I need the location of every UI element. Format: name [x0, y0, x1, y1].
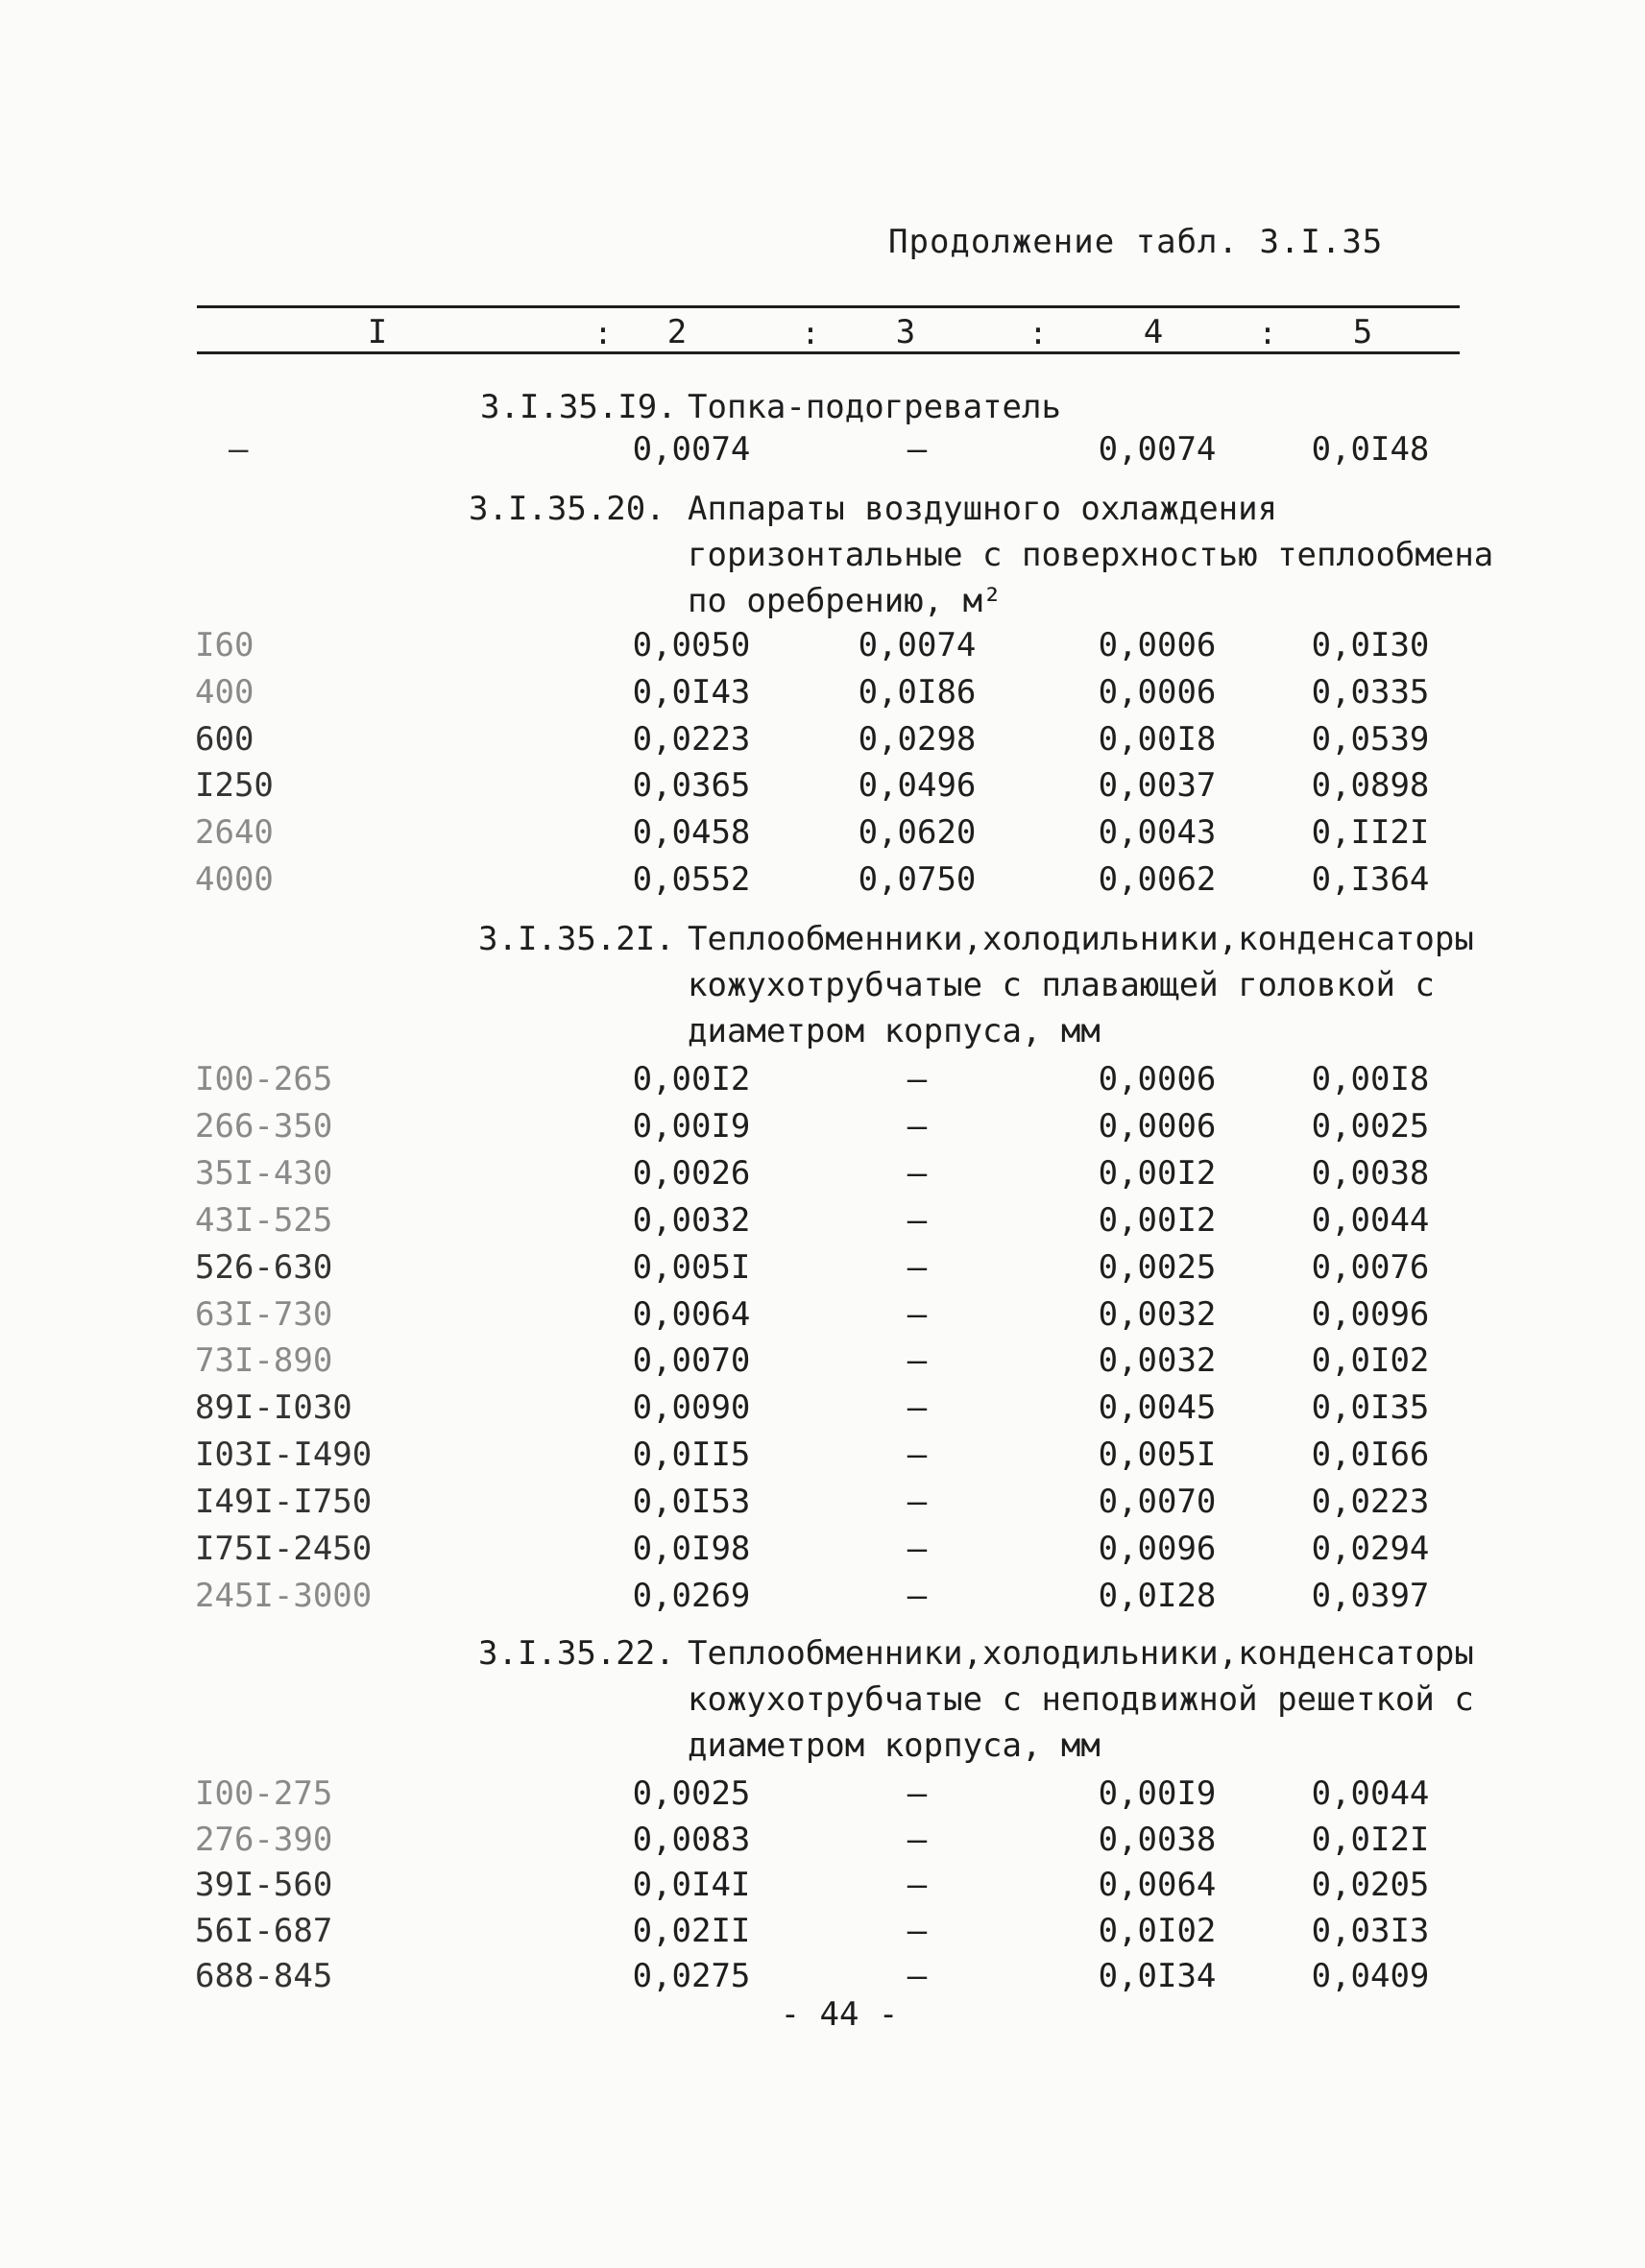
- continuation-title: Продолжение табл. 3.I.35: [888, 223, 1384, 261]
- table-cell-c2: 0,0552: [632, 860, 751, 899]
- row-label: 526-630: [195, 1247, 333, 1287]
- row-label: I00-275: [195, 1774, 333, 1813]
- table-cell-c5: 0,0539: [1311, 719, 1430, 759]
- section-title-line: по оребрению, м²: [688, 582, 1003, 620]
- row-label: 89I-I030: [195, 1388, 352, 1428]
- table-cell-c4: 0,00I9: [1098, 1774, 1217, 1813]
- table-cell-c2: 0,0I4I: [632, 1866, 751, 1905]
- table-cell-c3: –: [907, 1774, 928, 1813]
- table-cell-c3: 0,0I86: [858, 672, 977, 712]
- table-cell-c5: 0,0898: [1311, 766, 1430, 806]
- row-label: I60: [195, 626, 254, 664]
- table-cell-c5: 0,0294: [1311, 1530, 1430, 1568]
- table-cell-c3: –: [907, 1576, 928, 1615]
- table-cell-c4: 0,0006: [1098, 1060, 1217, 1098]
- table-cell-c2: 0,0032: [632, 1200, 751, 1240]
- table-cell-c4: 0,0I34: [1098, 1957, 1217, 1996]
- row-label: 245I-3000: [195, 1576, 373, 1615]
- table-cell-c2: 0,0223: [632, 719, 751, 759]
- table-cell-c3: –: [907, 1060, 928, 1098]
- column-header-4: 4: [1143, 313, 1164, 351]
- column-separator: :: [1028, 315, 1048, 351]
- table-cell-c4: 0,0006: [1098, 1106, 1217, 1146]
- table-cell-c3: –: [907, 1483, 928, 1522]
- table-header-top-rule: [197, 305, 1460, 308]
- column-separator: :: [593, 315, 613, 351]
- column-header-1: I: [367, 313, 388, 351]
- table-cell-c2: 0,0083: [632, 1820, 751, 1859]
- table-cell-c4: 0,0I28: [1098, 1576, 1217, 1615]
- table-cell-c4: 0,0074: [1098, 430, 1217, 469]
- table-cell-c4: 0,00I8: [1098, 719, 1217, 759]
- section-number: 3.I.35.I9.: [480, 388, 677, 426]
- table-cell-c5: 0,0I02: [1311, 1341, 1430, 1381]
- row-label: 400: [195, 672, 254, 712]
- table-cell-c4: 0,0006: [1098, 626, 1217, 664]
- table-cell-c4: 0,0064: [1098, 1866, 1217, 1905]
- table-cell-c3: –: [907, 1820, 928, 1859]
- table-cell-c4: 0,0032: [1098, 1294, 1217, 1334]
- table-cell-c5: 0,0I66: [1311, 1436, 1430, 1475]
- table-cell-c3: –: [907, 1957, 928, 1996]
- table-cell-c2: 0,00I9: [632, 1106, 751, 1146]
- table-cell-c2: 0,0026: [632, 1153, 751, 1193]
- table-cell-c3: 0,0074: [858, 626, 977, 664]
- table-cell-c2: 0,005I: [632, 1247, 751, 1287]
- table-cell-c3: 0,0298: [858, 719, 977, 759]
- row-label: I250: [195, 766, 274, 806]
- table-cell-c3: –: [907, 1106, 928, 1146]
- section-title-line: диаметром корпуса, мм: [688, 1726, 1101, 1765]
- table-cell-c4: 0,0062: [1098, 860, 1217, 899]
- table-cell-c5: 0,0I2I: [1311, 1820, 1430, 1859]
- table-cell-c3: 0,0620: [858, 813, 977, 853]
- column-header-2: 2: [666, 313, 688, 351]
- table-cell-c4: 0,00I2: [1098, 1200, 1217, 1240]
- table-cell-c3: –: [907, 1247, 928, 1287]
- row-label: 2640: [195, 813, 274, 853]
- table-cell-c3: –: [907, 1294, 928, 1334]
- table-cell-c2: 0,0070: [632, 1341, 751, 1381]
- table-cell-c4: 0,0037: [1098, 766, 1217, 806]
- table-cell-c2: 0,0275: [632, 1957, 751, 1996]
- table-cell-c5: 0,0044: [1311, 1200, 1430, 1240]
- row-label: 4000: [195, 860, 274, 899]
- row-label: 39I-560: [195, 1866, 333, 1905]
- table-cell-c3: –: [907, 1200, 928, 1240]
- table-cell-c5: 0,0397: [1311, 1576, 1430, 1615]
- table-cell-c2: 0,0I53: [632, 1483, 751, 1522]
- table-cell-c5: 0,0I35: [1311, 1388, 1430, 1428]
- section-title-line: Аппараты воздушного охлаждения: [688, 490, 1278, 528]
- table-cell-c5: 0,0205: [1311, 1866, 1430, 1905]
- table-cell-c5: 0,0038: [1311, 1153, 1430, 1193]
- section-title-line: Теплообменники,холодильники,конденсаторы: [688, 1634, 1474, 1673]
- table-cell-c3: 0,0496: [858, 766, 977, 806]
- section-title-line: диаметром корпуса, мм: [688, 1012, 1101, 1050]
- table-cell-c5: 0,0335: [1311, 672, 1430, 712]
- table-cell-c2: 0,0025: [632, 1774, 751, 1813]
- table-cell-c4: 0,0006: [1098, 672, 1217, 712]
- section-title-line: кожухотрубчатые с неподвижной решеткой с: [688, 1680, 1474, 1719]
- table-cell-c3: 0,0750: [858, 860, 977, 899]
- table-header-bottom-rule: [197, 351, 1460, 354]
- section-title-line: кожухотрубчатые с плавающей головкой с: [688, 966, 1435, 1004]
- table-cell-c5: 0,0223: [1311, 1483, 1430, 1522]
- column-header-5: 5: [1352, 313, 1373, 351]
- row-label: 276-390: [195, 1820, 333, 1859]
- table-cell-c4: 0,0038: [1098, 1820, 1217, 1859]
- table-cell-c4: 0,0070: [1098, 1483, 1217, 1522]
- table-cell-c3: –: [907, 1911, 928, 1950]
- table-cell-c2: 0,0269: [632, 1576, 751, 1615]
- table-cell-c5: 0,0096: [1311, 1294, 1430, 1334]
- table-cell-c2: 0,0074: [632, 430, 751, 469]
- table-cell-c5: 0,0I30: [1311, 626, 1430, 664]
- table-cell-c2: 0,02II: [632, 1911, 751, 1950]
- row-label: 73I-890: [195, 1341, 333, 1381]
- table-cell-c2: 0,0I43: [632, 672, 751, 712]
- table-cell-c5: 0,00I8: [1311, 1060, 1430, 1098]
- table-cell-c4: 0,0043: [1098, 813, 1217, 853]
- row-label: I03I-I490: [195, 1436, 373, 1475]
- table-cell-c2: 0,0II5: [632, 1436, 751, 1475]
- table-cell-c5: 0,0044: [1311, 1774, 1430, 1813]
- table-cell-c5: 0,I364: [1311, 860, 1430, 899]
- section-number: 3.I.35.20.: [469, 490, 665, 528]
- row-label: I00-265: [195, 1060, 333, 1098]
- table-cell-c5: 0,0076: [1311, 1247, 1430, 1287]
- row-label: 600: [195, 719, 254, 759]
- page-number: - 44 -: [780, 1995, 899, 2034]
- column-separator: :: [801, 315, 820, 351]
- table-cell-c5: 0,03I3: [1311, 1911, 1430, 1950]
- table-cell-c3: –: [907, 1530, 928, 1568]
- section-title-line: Теплообменники,холодильники,конденсаторы: [688, 920, 1474, 958]
- table-cell-c2: 0,0050: [632, 626, 751, 664]
- table-cell-c4: 0,0045: [1098, 1388, 1217, 1428]
- table-cell-c5: 0,0409: [1311, 1957, 1430, 1996]
- table-cell-c2: 0,0458: [632, 813, 751, 853]
- row-label: 35I-430: [195, 1153, 333, 1193]
- table-cell-c3: –: [907, 1153, 928, 1193]
- section-title-line: горизонтальные с поверхностью теплообмена: [688, 536, 1494, 574]
- row-label: I75I-2450: [195, 1530, 373, 1568]
- table-cell-c3: –: [907, 430, 928, 469]
- table-cell-c3: –: [907, 1388, 928, 1428]
- row-label: 63I-730: [195, 1294, 333, 1334]
- section-title-line: Топка-подогреватель: [688, 388, 1061, 426]
- section-number: 3.I.35.22.: [478, 1634, 675, 1673]
- table-cell-c4: 0,0032: [1098, 1341, 1217, 1381]
- table-cell-c4: 0,005I: [1098, 1436, 1217, 1475]
- table-cell-c2: 0,0365: [632, 766, 751, 806]
- table-cell-c4: 0,0096: [1098, 1530, 1217, 1568]
- table-cell-c5: 0,0I48: [1311, 430, 1430, 469]
- row-label: 266-350: [195, 1106, 333, 1146]
- table-cell-c2: 0,0090: [632, 1388, 751, 1428]
- row-label: 43I-525: [195, 1200, 333, 1240]
- table-cell-c2: 0,00I2: [632, 1060, 751, 1098]
- table-cell-c4: 0,0I02: [1098, 1911, 1217, 1950]
- table-cell-c3: –: [907, 1341, 928, 1381]
- table-cell-c5: 0,II2I: [1311, 813, 1430, 853]
- column-header-3: 3: [895, 313, 916, 351]
- section-number: 3.I.35.2I.: [478, 920, 675, 958]
- table-cell-c4: 0,0025: [1098, 1247, 1217, 1287]
- table-cell-c4: 0,00I2: [1098, 1153, 1217, 1193]
- table-cell-c3: –: [907, 1436, 928, 1475]
- table-cell-c2: 0,0I98: [632, 1530, 751, 1568]
- row-label: 688-845: [195, 1957, 333, 1996]
- table-cell-c3: –: [907, 1866, 928, 1905]
- table-cell-c2: 0,0064: [632, 1294, 751, 1334]
- row-label: 56I-687: [195, 1911, 333, 1950]
- table-cell-c5: 0,0025: [1311, 1106, 1430, 1146]
- row-label: I49I-I750: [195, 1483, 373, 1522]
- column-separator: :: [1258, 315, 1277, 351]
- row-label: –: [229, 430, 249, 469]
